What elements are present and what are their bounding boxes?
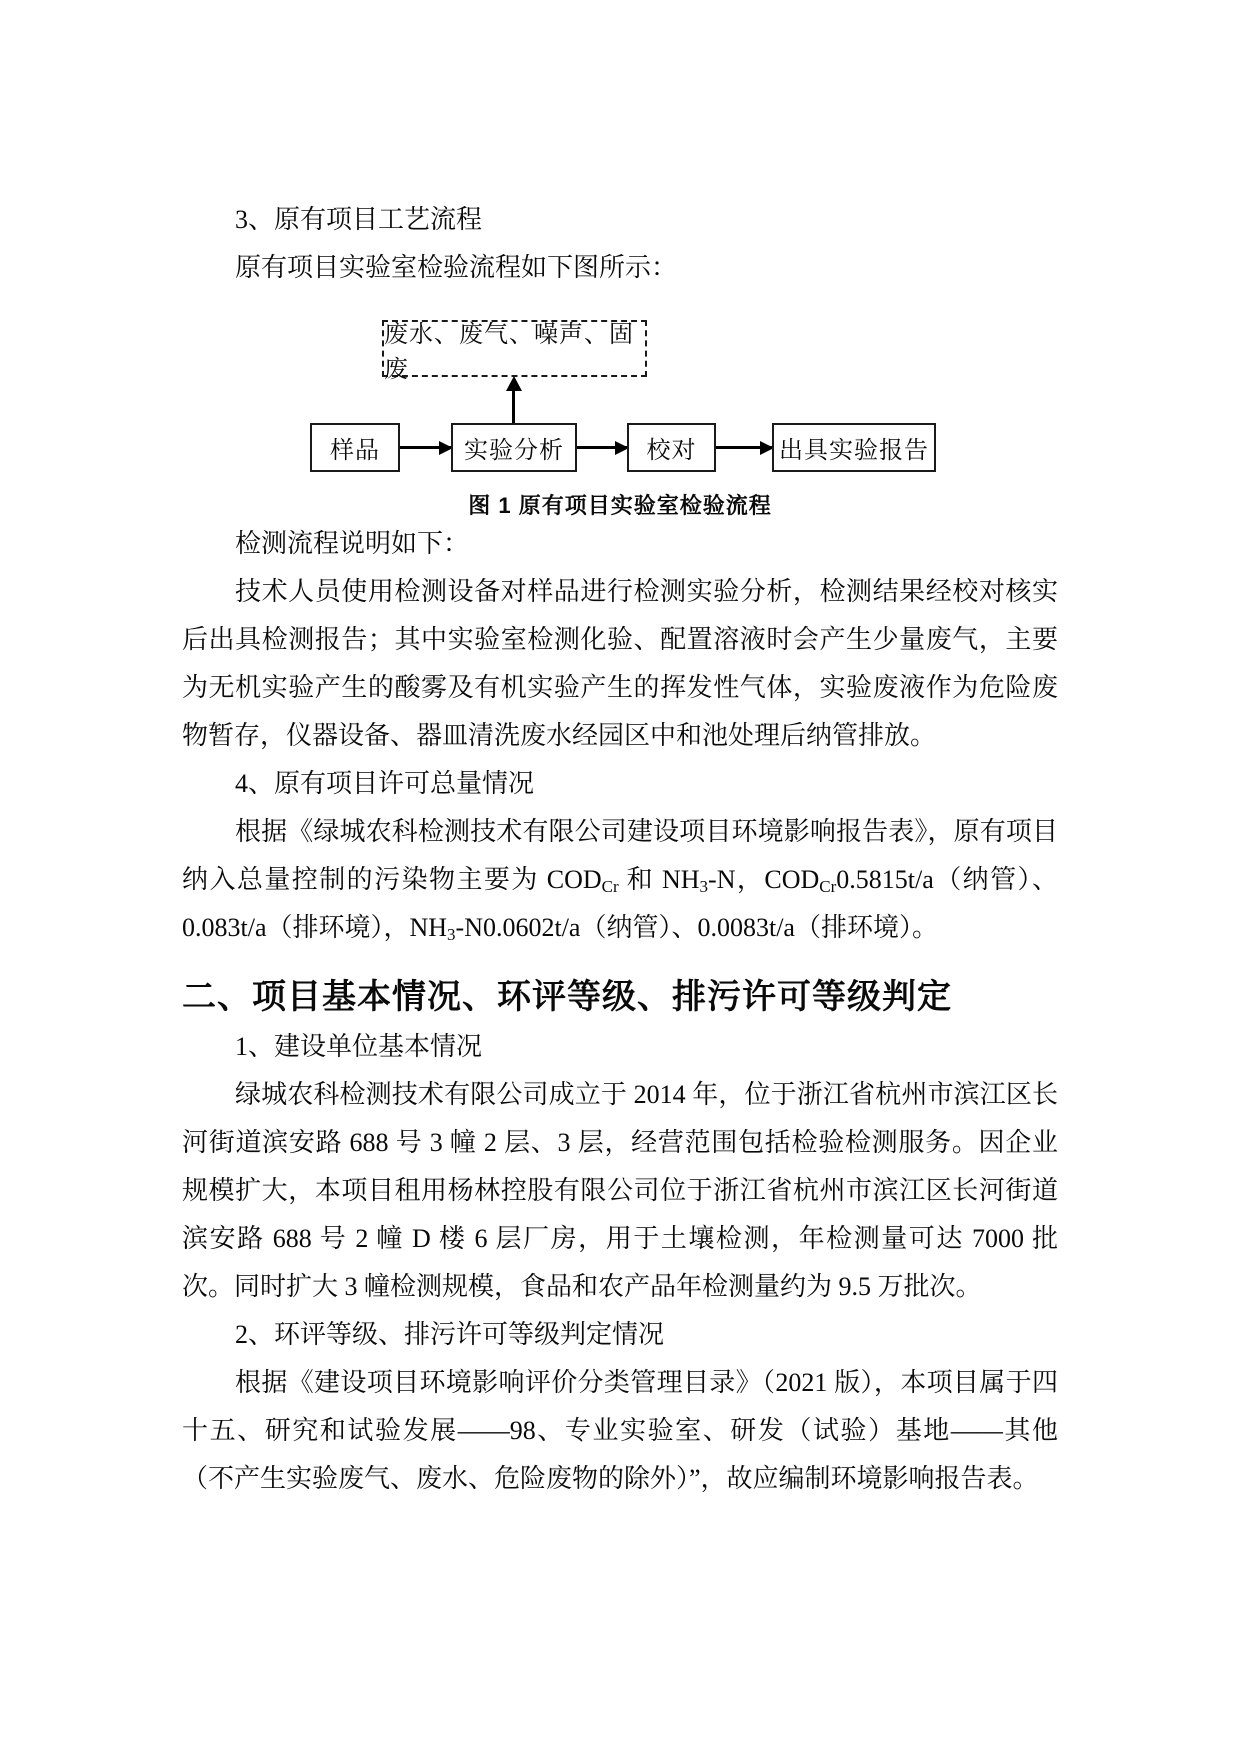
figure-caption: 图 1 原有项目实验室检验流程: [468, 493, 772, 518]
flowchart-step-sample: 样品: [310, 423, 400, 472]
section3-heading: 3、原有项目工艺流程: [235, 205, 483, 234]
flowchart-step-report: 出具实验报告: [772, 423, 936, 472]
section3-intro: 原有项目实验室检验流程如下图所示：: [235, 253, 678, 282]
note-paragraph: 技术人员使用检测设备对样品进行检测实验分析，检测结果经校对核实后出具检测报告；其中实验室检测化验、配置溶液时会产生少量废气，主要为无机实验产生的酸雾及有机实验产生的挥发性气体，实验废液作为危险废物暂存，仪器设备、器皿清洗废水经园区中和池处理后纳管排放。: [182, 577, 1058, 750]
section4-heading: 4、原有项目许可总量情况: [235, 769, 535, 798]
company-paragraph: 绿城农科检测技术有限公司成立于 2014 年，位于浙江省杭州市滨江区长河街道滨安路 688 号 3 幢 2 层、3 层，经营范围包括检验检测服务。因企业规模扩大，本项目租用杨林控股有限公司位于浙江省杭州市滨江区长河街道滨安路 688 号 2 幢 D 楼 6 层厂房，用于土壤检测，年检测量可达 7000 批次。同时扩大 3 幢检测规模，食品和农产品年检测量约为 9.5 万批次。: [182, 1080, 1058, 1301]
sub1-heading: 1、建设单位基本情况: [235, 1032, 483, 1061]
flowchart-step-analysis: 实验分析: [451, 423, 577, 472]
flowchart-step-proofread: 校对: [627, 423, 716, 472]
document-content: [182, 196, 1058, 1503]
arrow-right-icon: [577, 446, 627, 449]
sub2-heading: 2、环评等级、排污许可等级判定情况: [235, 1320, 665, 1349]
quota-paragraph: 根据《绿城农科检测技术有限公司建设项目环境影响报告表》，原有项目纳入总量控制的污染物主要为 $COD_{Cr}$ 和 $NH_3-N$，$COD_{Cr}0.5815t/a$（纳管）、0.083t/a（排环境），$NH_3-N0.0602t/a$（纳管）、0.0083t/a（排环境）。: [182, 817, 1058, 944]
note-lead: 检测流程说明如下：: [235, 529, 470, 558]
arrow-right-icon: [716, 446, 772, 449]
chapter2-title: 二、项目基本情况、环评等级、排污许可等级判定: [182, 978, 952, 1016]
flowchart-emissions-box: 废水、废气、噪声、固废: [382, 320, 647, 377]
grade-paragraph: 根据《建设项目环境影响评价分类管理目录》（2021 版），本项目属于四十五、研究和试验发展——98、专业实验室、研发（试验）基地——其他（不产生实验废气、废水、危险废物的除外）”，故应编制环境影响报告表。: [182, 1368, 1058, 1493]
arrow-up-icon: [512, 377, 515, 423]
process-flowchart: [182, 320, 1058, 472]
arrow-right-icon: [400, 446, 451, 449]
